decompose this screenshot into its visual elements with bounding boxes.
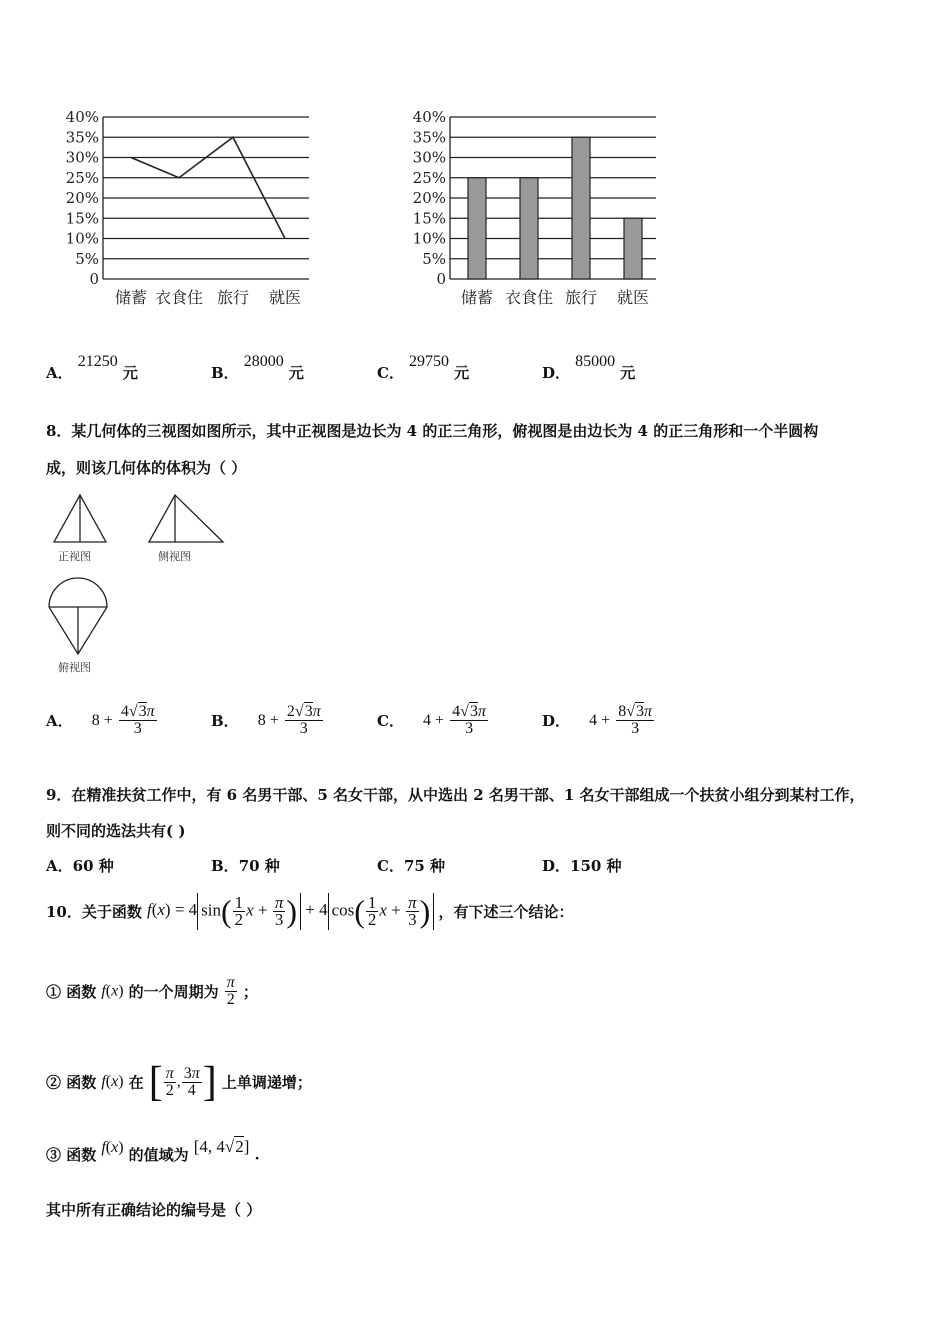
y-tick-label: 5%: [422, 249, 446, 268]
side-view-caption: 侧视图: [158, 550, 191, 563]
q7-option-c[interactable]: C． 29750 元: [377, 353, 470, 382]
x-tick-label: 衣食住: [154, 288, 204, 307]
y-tick-label: 30%: [65, 148, 99, 167]
q7-option-d[interactable]: D． 85000 元: [542, 353, 636, 382]
y-tick-label: 10%: [412, 229, 446, 248]
q7-option-b[interactable]: B． 28000 元: [211, 353, 304, 382]
y-tick-label: 35%: [412, 128, 446, 147]
q8-option-c[interactable]: C． 4 + $\frac{4√3\pi}{3}$: [377, 703, 486, 737]
line-series: [131, 137, 285, 238]
q9-stem-line1: 9．在精准扶贫工作中，有 6 名男干部、5 名女干部，从中选出 2 名男干部、1 名女干部组成一个扶贫小组分到某村工作，: [46, 786, 865, 804]
front-view-caption: 正视图: [58, 550, 91, 563]
q8-stem-line1: 8．某几何体的三视图如图所示，其中正视图是边长为 4 的正三角形，俯视图是由边长为 4 的正三角形和一个半圆构: [46, 422, 819, 440]
bar: [572, 137, 590, 279]
y-tick-label: 20%: [65, 189, 99, 207]
y-tick-label: 25%: [412, 168, 446, 187]
x-tick-label: 储蓄: [114, 288, 148, 307]
q9-option-d[interactable]: D．150 种: [542, 857, 622, 875]
x-tick-label: 就医: [268, 288, 302, 307]
q8-option-d[interactable]: D． 4 + $\frac{8√3\pi}{3}$: [542, 703, 653, 737]
y-tick-label: 0: [436, 270, 446, 288]
bar: [624, 218, 642, 279]
q8-option-b[interactable]: B． 8 + $\frac{2√3\pi}{3}$: [211, 703, 321, 737]
y-tick-label: 10%: [65, 229, 99, 248]
top-view-figure: [44, 574, 112, 660]
y-tick-label: 15%: [65, 209, 99, 228]
line-chart: [55, 105, 325, 315]
x-tick-label: 储蓄: [460, 288, 494, 307]
x-tick-label: 就医: [616, 288, 650, 307]
x-tick-label: 旅行: [216, 288, 250, 307]
x-tick-label: 衣食住: [504, 288, 554, 307]
q10-function-formula: f(x) = 4 sin( $\frac{1}{2}$ x + $\frac{\pi}{3}$ ) + 4 cos( $\frac{1}{2}$ x + $\frac{\pi}{3}$ ): [147, 900, 439, 919]
top-view-caption: 俯视图: [58, 661, 91, 674]
bar: [520, 178, 538, 279]
y-tick-label: 5%: [75, 249, 99, 268]
q10-conclusion-3: ③ 函数 f(x) 的值域为 [4, 4√2] .: [46, 1137, 260, 1164]
x-tick-label: 旅行: [564, 288, 598, 307]
y-tick-label: 30%: [412, 148, 446, 167]
y-tick-label: 40%: [65, 108, 99, 126]
q10-question: 其中所有正确结论的编号是（ ）: [46, 1201, 262, 1219]
q8-stem-line2: 成，则该几何体的体积为（ ）: [46, 459, 247, 477]
q10-stem: 10．关于函数 f(x) = 4 sin( $\frac{1}{2}$ x + $\frac{\pi}{3}$ ) + 4 cos( $\frac{1}{2}$ x + $\frac{\pi}{3}$ ) ，有下述三个结论：: [46, 893, 574, 929]
q10-conclusion-2: ② 函数 f(x) 在 [ $\frac{\pi}{2}$ , $\frac{3\pi}{4}$ ] 上单调递增；: [46, 1059, 312, 1105]
q9-option-b[interactable]: B．70 种: [211, 857, 280, 875]
q8-option-a[interactable]: A． 8 + $\frac{4√3\pi}{3}$: [46, 703, 155, 737]
y-tick-label: 15%: [412, 209, 446, 228]
q9-option-a[interactable]: A．60 种: [46, 857, 114, 875]
q10-conclusion-1: ① 函数 f(x) 的一个周期为 $\frac{\pi}{2}$ ；: [46, 974, 258, 1008]
bar: [468, 178, 486, 279]
q9-stem-line2: 则不同的选法共有( ): [46, 822, 186, 840]
bar-chart: [400, 105, 670, 315]
y-tick-label: 20%: [412, 189, 446, 207]
y-tick-label: 35%: [65, 128, 99, 147]
y-tick-label: 0: [89, 270, 99, 288]
y-tick-label: 40%: [412, 108, 446, 126]
q9-option-c[interactable]: C．75 种: [377, 857, 446, 875]
y-tick-label: 25%: [65, 168, 99, 187]
q7-option-a[interactable]: A． 21250 元: [46, 353, 138, 382]
